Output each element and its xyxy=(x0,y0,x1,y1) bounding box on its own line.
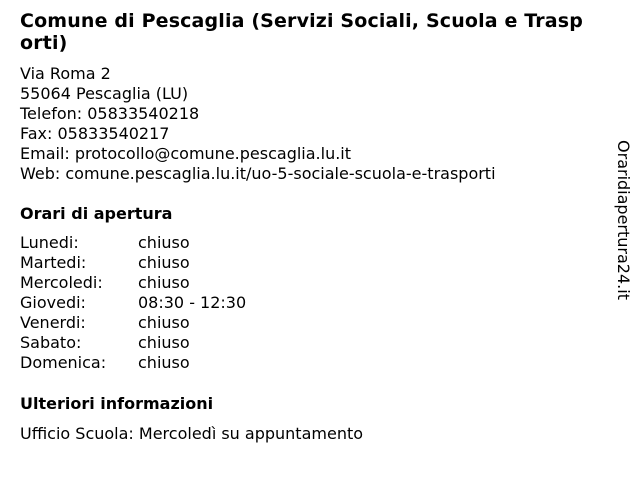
hours-day: Mercoledi: xyxy=(20,273,103,292)
contact-block xyxy=(20,64,496,184)
hours-row xyxy=(20,233,246,253)
page-title-line-1: Comune di Pescaglia (Servizi Sociali, Scuola e Trasp xyxy=(20,10,583,32)
address: Via Roma 2 xyxy=(20,64,111,83)
hours-time: chiuso xyxy=(138,253,190,272)
hours-day: Giovedi: xyxy=(20,293,86,312)
hours-time: chiuso xyxy=(138,313,190,332)
hours-time: 08:30 - 12:30 xyxy=(138,293,247,312)
hours-row xyxy=(20,353,246,373)
city: 55064 Pescaglia (LU) xyxy=(20,84,189,103)
hours-day: Martedi: xyxy=(20,253,87,272)
watermark: Oraridiapertura24.it xyxy=(614,140,633,300)
hours-heading: Orari di apertura xyxy=(20,204,173,223)
hours-time: chiuso xyxy=(138,333,190,352)
page-title-line-2: orti) xyxy=(20,32,68,54)
hours-row xyxy=(20,253,246,273)
hours-day: Venerdi: xyxy=(20,313,86,332)
hours-time: chiuso xyxy=(138,353,190,372)
hours-day: Lunedi: xyxy=(20,233,79,252)
hours-row xyxy=(20,273,246,293)
fax: Fax: 05833540217 xyxy=(20,124,170,143)
email: Email: protocollo@comune.pescaglia.lu.it xyxy=(20,144,352,163)
hours-time: chiuso xyxy=(138,233,190,252)
info-text: Ufficio Scuola: Mercoledì su appuntamento xyxy=(20,424,364,443)
info-heading: Ulteriori informazioni xyxy=(20,394,214,413)
hours-time: chiuso xyxy=(138,273,190,292)
page-title xyxy=(20,10,620,54)
hours-row xyxy=(20,333,246,353)
phone: Telefon: 05833540218 xyxy=(20,104,200,123)
hours-table xyxy=(20,233,246,373)
website: Web: comune.pescaglia.lu.it/uo-5-sociale-scuola-e-trasporti xyxy=(20,164,496,183)
hours-row xyxy=(20,293,246,313)
hours-day: Domenica: xyxy=(20,353,107,372)
hours-row xyxy=(20,313,246,333)
hours-day: Sabato: xyxy=(20,333,82,352)
